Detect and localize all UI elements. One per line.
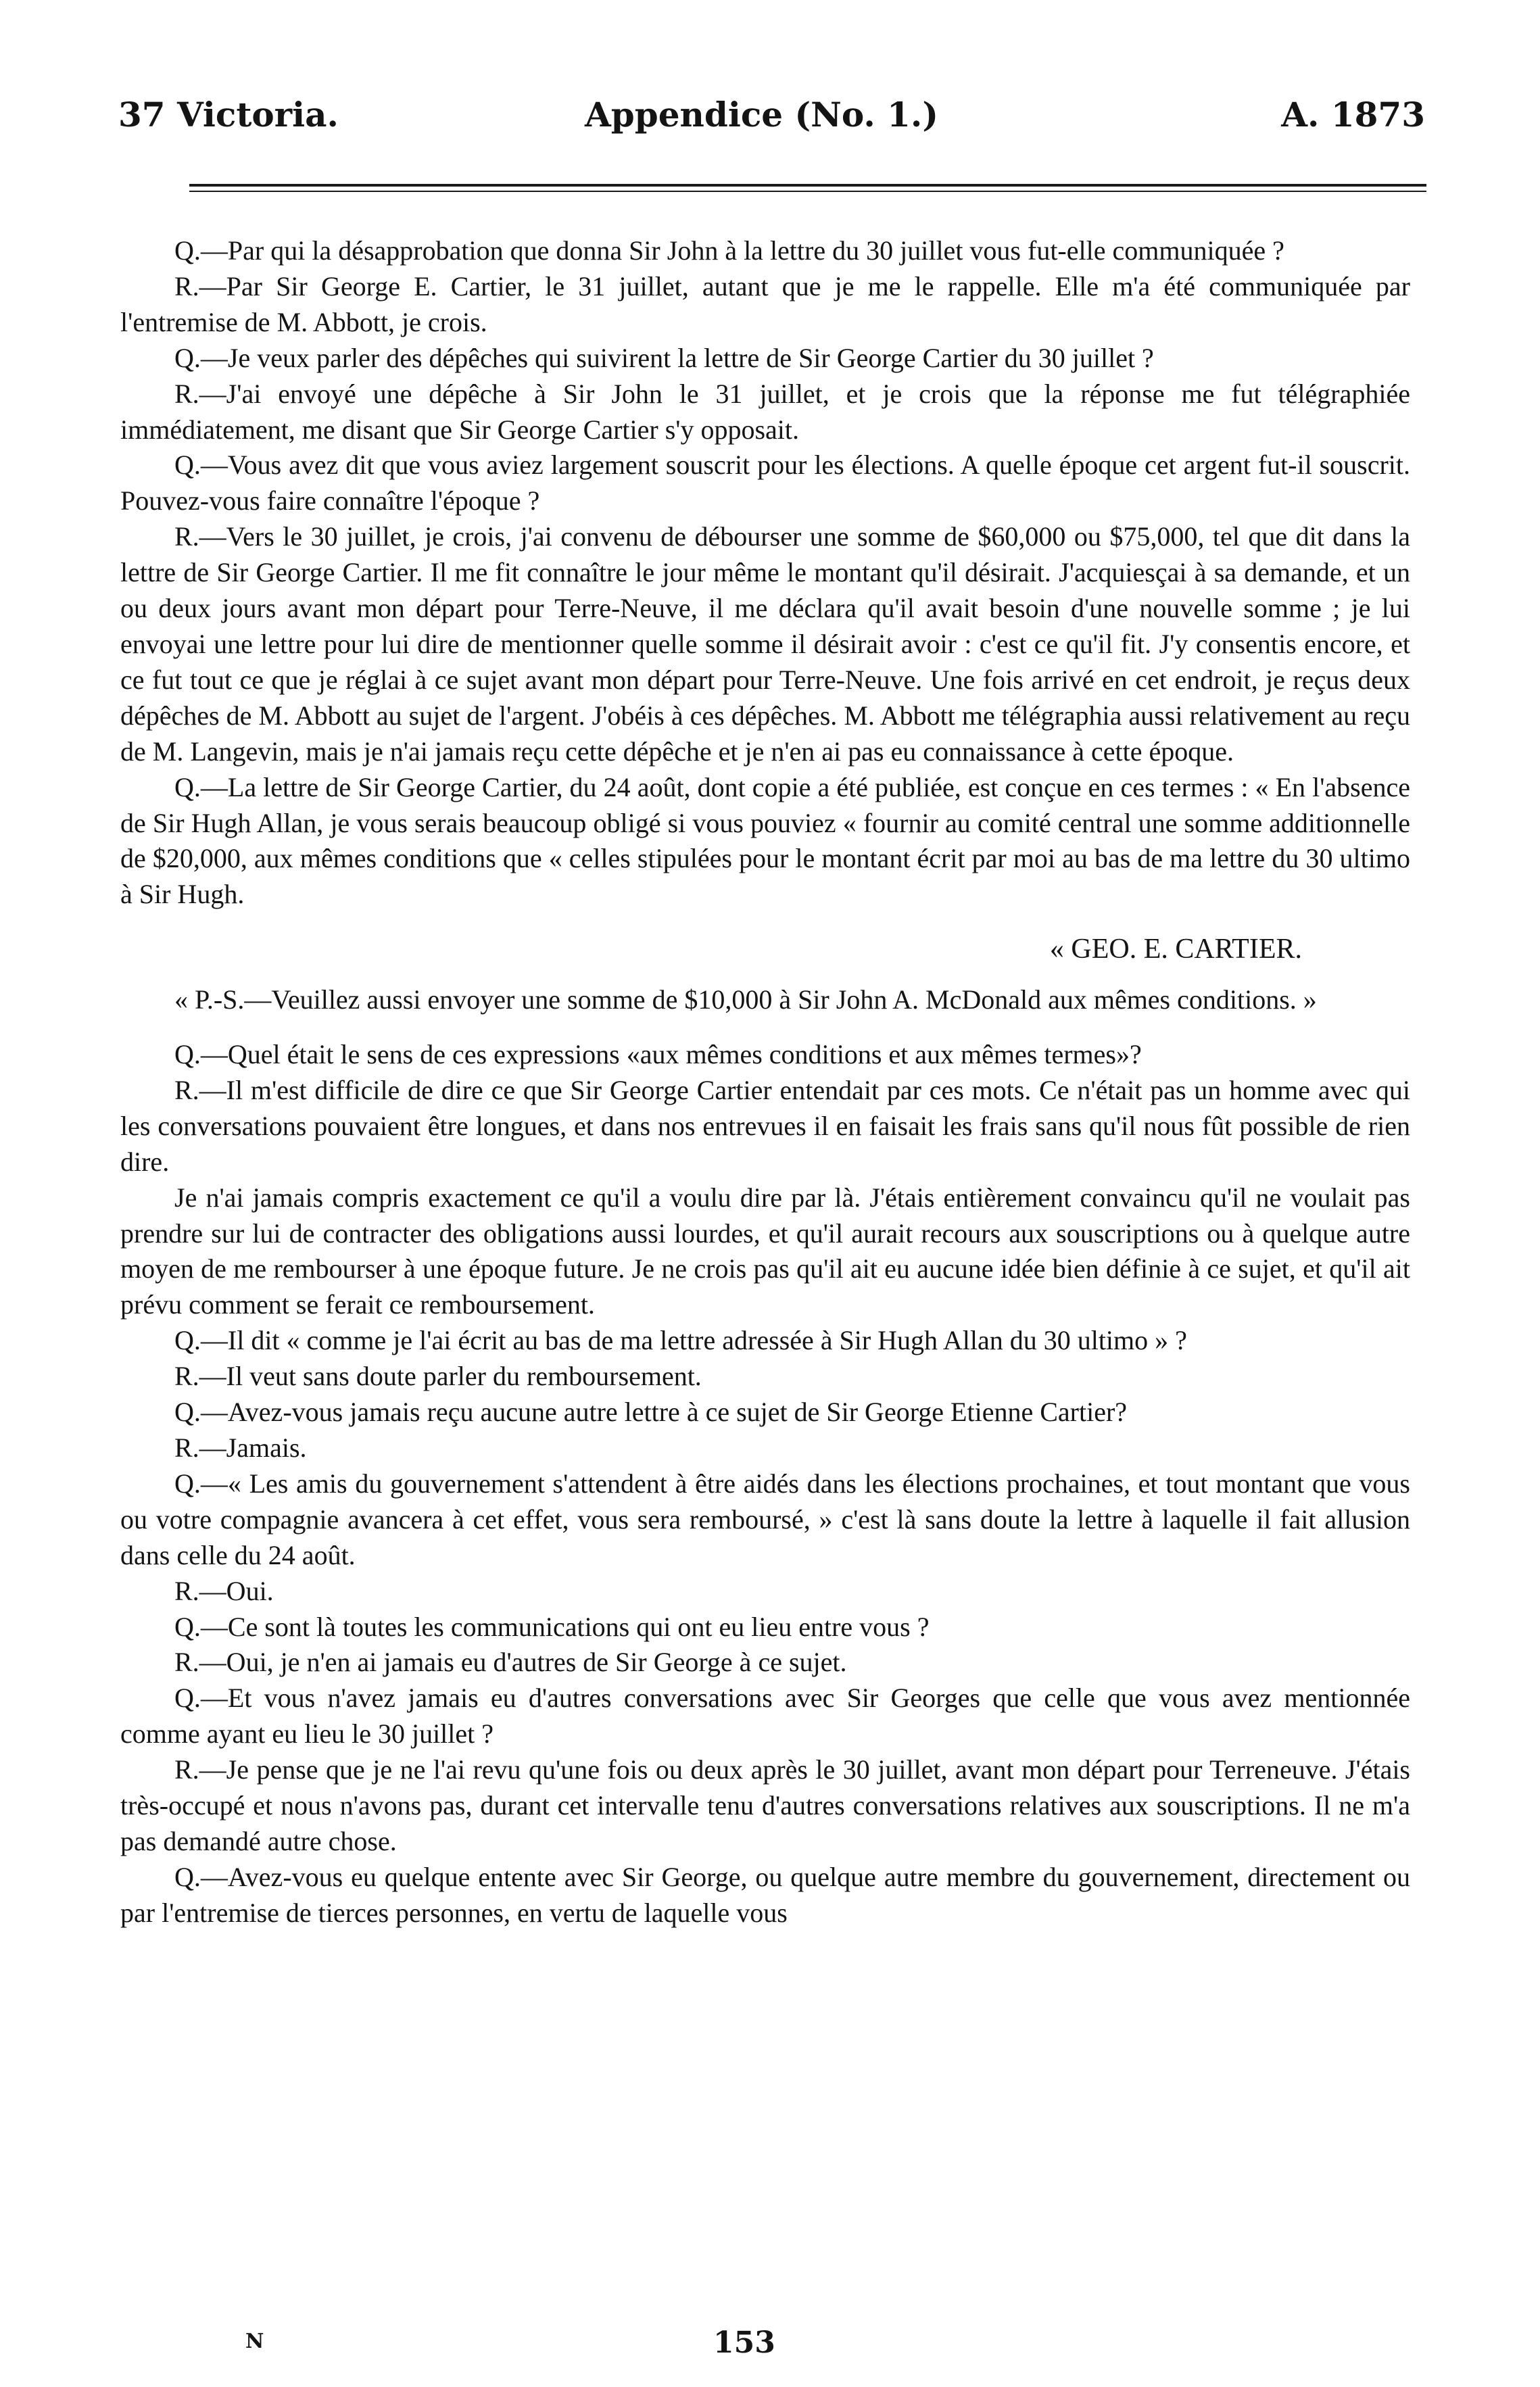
body-text xyxy=(120,233,1410,1931)
paragraph: R.—Vers le 30 juillet, je crois, j'ai convenu de débourser une somme de $60,000 ou $75,000, tel que dit dans la lettre de Sir George Cartier. Il me fit connaître le jour même le montant qu'il désirait. J'acquiesçai à sa demande, et un ou deux jours avant mon départ pour Terre-Neuve, il me déclara qu'il avait besoin d'une nouvelle somme ; je lui envoyai une lettre pour lui dire de mentionner quelle somme il désirait avoir : c'est ce qu'il fit. J'y consentis encore, et ce fut tout ce que je réglai à ce sujet avant mon départ pour Terre-Neuve. Une fois arrivé en cet endroit, je reçus deux dépêches de M. Abbott au sujet de l'argent. J'obéis à ces dépêches. M. Abbott me télégraphia aussi relativement au reçu de M. Langevin, mais je n'ai jamais reçu cette dépêche et je n'en ai pas eu connaissance à cette époque. xyxy=(120,521,1410,767)
paragraph: Q.—Je veux parler des dépêches qui suivirent la lettre de Sir George Cartier du 30 juillet ? xyxy=(174,342,1154,373)
paragraph: R.—Oui. xyxy=(174,1575,274,1606)
paragraph: Je n'ai jamais compris exactement ce qu'il a voulu dire par là. J'étais entièrement convaincu qu'il ne voulait pas prendre sur lui de contracter des obligations aussi lourdes, et qu'il aurait recours aux souscriptions ou à quelque autre moyen de me rembourser à une époque future. Je ne crois pas qu'il ait eu aucune idée bien définie à ce sujet, et qu'il ait prévu comment se ferait ce remboursement. xyxy=(120,1182,1410,1320)
paragraph: Q.—Par qui la désapprobation que donna Sir John à la lettre du 30 juillet vous fut-elle communiquée ? xyxy=(174,235,1284,266)
paragraph: Q.—Vous avez dit que vous aviez largement souscrit pour les élections. A quelle époque cet argent fut-il souscrit. Pouvez-vous faire connaître l'époque ? xyxy=(120,450,1410,516)
paragraph: Q.—La lettre de Sir George Cartier, du 24 août, dont copie a été publiée, est conçue en ces termes : « En l'absence de Sir Hugh Allan, je vous serais beaucoup obligé si vous pouviez « fournir au comité central une somme additionnelle de $20,000, aux mêmes conditions que « celles stipulées pour le montant écrit par moi au bas de ma lettre du 30 ultimo à Sir Hugh. xyxy=(120,771,1410,910)
header-appendix: Appendice (No. 1.) xyxy=(585,95,938,135)
paragraph: R.—Jamais. xyxy=(174,1432,307,1463)
postscript: « P.-S.—Veuillez aussi envoyer une somme de $10,000 à Sir John A. McDonald aux mêmes conditions. » xyxy=(174,984,1317,1015)
page-footer xyxy=(118,2325,1425,2373)
paragraph: R.—Je pense que je ne l'ai revu qu'une fois ou deux après le 30 juillet, avant mon départ pour Terreneuve. J'étais très-occupé et nous n'avons pas, durant cet intervalle tenu d'autres conversations relatives aux souscriptions. Il ne m'a pas demandé autre chose. xyxy=(120,1754,1410,1856)
letter-signature: « GEO. E. CARTIER. xyxy=(1049,934,1302,965)
paragraph: Q.—Avez-vous eu quelque entente avec Sir George, ou quelque autre membre du gouvernement, directement ou par l'entremise de tierces personnes, en vertu de laquelle vous xyxy=(120,1861,1410,1928)
page-number: 153 xyxy=(713,2325,775,2360)
paragraph: Q.—Quel était le sens de ces expressions «aux mêmes conditions et aux mêmes termes»? xyxy=(174,1039,1142,1070)
paragraph: Q.—« Les amis du gouvernement s'attendent à être aidés dans les élections prochaines, et tout montant que vous ou votre compagnie avancera à cet effet, vous sera remboursé, » c'est là sans doute la lettre à laquelle il fait allusion dans celle du 24 août. xyxy=(120,1468,1410,1570)
paragraph: R.—Il veut sans doute parler du remboursement. xyxy=(174,1361,702,1392)
header-session: 37 Victoria. xyxy=(118,95,339,135)
paragraph: R.—Oui, je n'en ai jamais eu d'autres de Sir George à ce sujet. xyxy=(174,1647,847,1678)
paragraph: R.—Par Sir George E. Cartier, le 31 juillet, autant que je me le rappelle. Elle m'a été communiquée par l'entremise de M. Abbott, je crois. xyxy=(120,270,1410,337)
signature-mark: N xyxy=(245,2330,264,2353)
paragraph: Q.—Et vous n'avez jamais eu d'autres conversations avec Sir Georges que celle que vous avez mentionnée comme ayant eu lieu le 30 juillet ? xyxy=(120,1683,1410,1750)
header-rule xyxy=(189,184,1426,187)
paragraph: Q.—Ce sont là toutes les communications qui ont eu lieu entre vous ? xyxy=(174,1611,930,1642)
paragraph: Q.—Avez-vous jamais reçu aucune autre lettre à ce sujet de Sir George Etienne Cartier? xyxy=(174,1397,1128,1428)
header-year: A. 1873 xyxy=(1281,95,1425,135)
paragraph: R.—J'ai envoyé une dépêche à Sir John le 31 juillet, et je crois que la réponse me fut télégraphiée immédiatement, me disant que Sir George Cartier s'y opposait. xyxy=(120,378,1410,445)
header-rule-thin xyxy=(189,191,1426,192)
running-header xyxy=(118,95,1425,149)
paragraph: Q.—Il dit « comme je l'ai écrit au bas de ma lettre adressée à Sir Hugh Allan du 30 ultimo » ? xyxy=(174,1325,1187,1356)
paragraph: R.—Il m'est difficile de dire ce que Sir George Cartier entendait par ces mots. Ce n'était pas un homme avec qui les conversations pouvaient être longues, et dans nos entrevues il en faisait les frais sans qu'il nous fût possible de rien dire. xyxy=(120,1074,1410,1177)
